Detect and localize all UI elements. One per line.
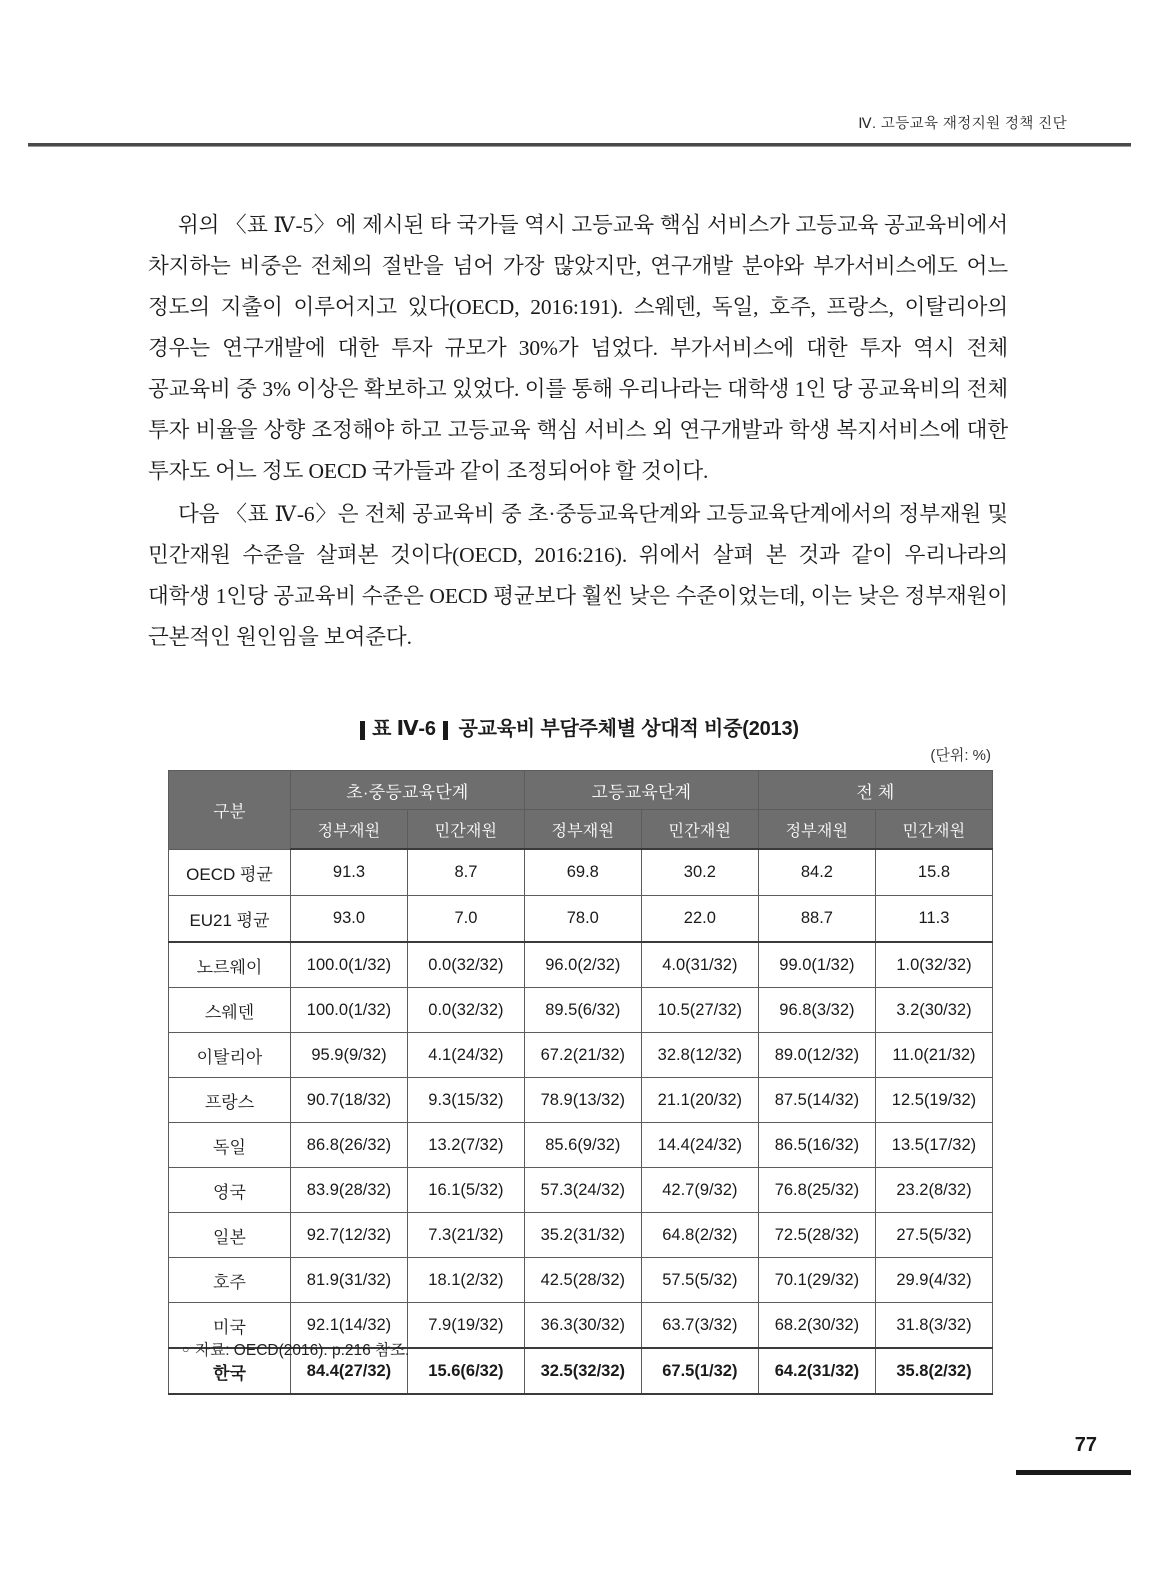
cell-value: 36.3(30/32)	[524, 1303, 641, 1349]
cell-value: 0.0(32/32)	[408, 988, 525, 1033]
cell-value: 57.3(24/32)	[524, 1168, 641, 1213]
cell-value: 91.3	[290, 849, 407, 896]
table-row	[169, 1123, 993, 1168]
page-number: 77	[1074, 1434, 1097, 1456]
cell-value: 14.4(24/32)	[641, 1123, 758, 1168]
cell-value: 64.8(2/32)	[641, 1213, 758, 1258]
row-label: 호주	[169, 1258, 291, 1303]
table-row	[169, 1213, 993, 1258]
table-title: 공교육비 부담주체별 상대적 비중(2013)	[458, 718, 799, 740]
cell-value: 96.8(3/32)	[758, 988, 875, 1033]
table-body	[169, 849, 993, 1394]
cell-value: 67.5(1/32)	[641, 1348, 758, 1394]
paragraph-2: 다음 〈표 Ⅳ-6〉은 전체 공교육비 중 초·중등교육단계와 고등교육단계에서의 정부재원 및 민간재원 수준을 살펴본 것이다(OECD, 2016:216). 위에서 살펴 본 것과 같이 우리나라의 대학생 1인당 공교육비 수준은 OECD 평균보다 훨씬 낮은 수준이었는데, 이는 낮은 정부재원이 근본적인 원인임을 보여준다.	[148, 502, 1008, 649]
row-label: EU21 평균	[169, 896, 291, 943]
cell-value: 23.2(8/32)	[875, 1168, 992, 1213]
header-sub-public-2: 정부재원	[524, 810, 641, 850]
cell-value: 8.7	[408, 849, 525, 896]
table-row	[169, 1033, 993, 1078]
cell-value: 96.0(2/32)	[524, 942, 641, 988]
cell-value: 32.8(12/32)	[641, 1033, 758, 1078]
cell-value: 3.2(30/32)	[875, 988, 992, 1033]
header-sub-private-2: 민간재원	[641, 810, 758, 850]
cell-value: 83.9(28/32)	[290, 1168, 407, 1213]
cell-value: 7.3(21/32)	[408, 1213, 525, 1258]
cell-value: 87.5(14/32)	[758, 1078, 875, 1123]
cell-value: 67.2(21/32)	[524, 1033, 641, 1078]
cell-value: 100.0(1/32)	[290, 988, 407, 1033]
table-row	[169, 1078, 993, 1123]
cell-value: 11.3	[875, 896, 992, 943]
source-marker-icon: ○	[182, 1342, 190, 1356]
cell-value: 12.5(19/32)	[875, 1078, 992, 1123]
row-label: 프랑스	[169, 1078, 291, 1123]
cell-value: 100.0(1/32)	[290, 942, 407, 988]
cell-value: 57.5(5/32)	[641, 1258, 758, 1303]
cell-value: 86.5(16/32)	[758, 1123, 875, 1168]
row-label: 스웨덴	[169, 988, 291, 1033]
row-label: OECD 평균	[169, 849, 291, 896]
cell-value: 93.0	[290, 896, 407, 943]
cell-value: 69.8	[524, 849, 641, 896]
row-label: 노르웨이	[169, 942, 291, 988]
cell-value: 32.5(32/32)	[524, 1348, 641, 1394]
row-label: 독일	[169, 1123, 291, 1168]
cell-value: 92.7(12/32)	[290, 1213, 407, 1258]
cell-value: 13.2(7/32)	[408, 1123, 525, 1168]
table-row	[169, 1258, 993, 1303]
cell-value: 21.1(20/32)	[641, 1078, 758, 1123]
table-source-note	[182, 1338, 409, 1360]
cell-value: 13.5(17/32)	[875, 1123, 992, 1168]
table-wrapper	[168, 770, 993, 1395]
cell-value: 89.5(6/32)	[524, 988, 641, 1033]
cell-value: 35.2(31/32)	[524, 1213, 641, 1258]
header-rule-thin	[28, 146, 1131, 147]
cell-value: 4.0(31/32)	[641, 942, 758, 988]
header-sub-public-1: 정부재원	[290, 810, 407, 850]
cell-value: 7.0	[408, 896, 525, 943]
header-row-label: 구분	[169, 771, 291, 850]
cell-value: 78.0	[524, 896, 641, 943]
cell-value: 72.5(28/32)	[758, 1213, 875, 1258]
cell-value: 15.6(6/32)	[408, 1348, 525, 1394]
cell-value: 11.0(21/32)	[875, 1033, 992, 1078]
cell-value: 64.2(31/32)	[758, 1348, 875, 1394]
cell-value: 85.6(9/32)	[524, 1123, 641, 1168]
header-group-total: 전 체	[758, 771, 992, 810]
cell-value: 7.9(19/32)	[408, 1303, 525, 1349]
cell-value: 88.7	[758, 896, 875, 943]
table-row	[169, 942, 993, 988]
table-number: 표 Ⅳ-6	[372, 718, 436, 740]
cell-value: 84.2	[758, 849, 875, 896]
footer-rule	[1016, 1470, 1131, 1475]
cell-value: 0.0(32/32)	[408, 942, 525, 988]
caption-bar-icon	[360, 721, 365, 740]
table-row	[169, 849, 993, 896]
header-sub-private-1: 민간재원	[408, 810, 525, 850]
cell-value: 22.0	[641, 896, 758, 943]
header-group-primary-secondary: 초·중등교육단계	[290, 771, 524, 810]
cell-value: 35.8(2/32)	[875, 1348, 992, 1394]
table-caption	[0, 712, 1159, 741]
row-label: 일본	[169, 1213, 291, 1258]
cell-value: 78.9(13/32)	[524, 1078, 641, 1123]
cell-value: 90.7(18/32)	[290, 1078, 407, 1123]
cell-value: 76.8(25/32)	[758, 1168, 875, 1213]
cell-value: 86.8(26/32)	[290, 1123, 407, 1168]
header-group-tertiary: 고등교육단계	[524, 771, 758, 810]
row-label: 미국	[169, 1303, 291, 1349]
row-label: 영국	[169, 1168, 291, 1213]
cell-value: 16.1(5/32)	[408, 1168, 525, 1213]
cell-value: 95.9(9/32)	[290, 1033, 407, 1078]
cell-value: 31.8(3/32)	[875, 1303, 992, 1349]
public-education-expenditure-table	[168, 770, 993, 1395]
cell-value: 42.7(9/32)	[641, 1168, 758, 1213]
cell-value: 89.0(12/32)	[758, 1033, 875, 1078]
cell-value: 99.0(1/32)	[758, 942, 875, 988]
cell-value: 9.3(15/32)	[408, 1078, 525, 1123]
table-row	[169, 1168, 993, 1213]
cell-value: 4.1(24/32)	[408, 1033, 525, 1078]
header-sub-private-3: 민간재원	[875, 810, 992, 850]
cell-value: 92.1(14/32)	[290, 1303, 407, 1349]
table-row	[169, 896, 993, 943]
cell-value: 15.8	[875, 849, 992, 896]
table-head	[169, 771, 993, 850]
table-header-row-groups	[169, 771, 993, 810]
row-label: 한국	[169, 1348, 291, 1394]
table-header-row-subs	[169, 810, 993, 850]
cell-value: 30.2	[641, 849, 758, 896]
cell-value: 18.1(2/32)	[408, 1258, 525, 1303]
cell-value: 81.9(31/32)	[290, 1258, 407, 1303]
cell-value: 42.5(28/32)	[524, 1258, 641, 1303]
source-text: 자료: OECD(2016). p.216 참조.	[195, 1342, 410, 1359]
running-head: Ⅳ. 고등교육 재정지원 정책 진단	[858, 116, 1067, 132]
caption-bar-icon-right	[443, 721, 448, 740]
table-unit-note: (단위: %)	[930, 747, 991, 764]
body-text-column	[148, 205, 1008, 658]
paragraph-1: 위의 〈표 Ⅳ-5〉에 제시된 타 국가들 역시 고등교육 핵심 서비스가 고등교육 공교육비에서 차지하는 비중은 전체의 절반을 넘어 가장 많았지만, 연구개발 분야와 부가서비스에도 어느 정도의 지출이 이루어지고 있다(OECD, 2016:191). 스웨덴, 독일, 호주, 프랑스, 이탈리아의 경우는 연구개발에 대한 투자 규모가 30%가 넘었다. 부가서비스에 대한 투자 역시 전체 공교육비 중 3% 이상은 확보하고 있었다. 이를 통해 우리나라는 대학생 1인 당 공교육비의 전체 투자 비율을 상향 조정해야 하고 고등교육 핵심 서비스 외 연구개발과 학생 복지서비스에 대한 투자도 어느 정도 OECD 국가들과 같이 조정되어야 할 것이다.	[148, 213, 1008, 483]
cell-value: 1.0(32/32)	[875, 942, 992, 988]
row-label: 이탈리아	[169, 1033, 291, 1078]
cell-value: 68.2(30/32)	[758, 1303, 875, 1349]
cell-value: 70.1(29/32)	[758, 1258, 875, 1303]
cell-value: 63.7(3/32)	[641, 1303, 758, 1349]
header-sub-public-3: 정부재원	[758, 810, 875, 850]
cell-value: 29.9(4/32)	[875, 1258, 992, 1303]
cell-value: 27.5(5/32)	[875, 1213, 992, 1258]
cell-value: 10.5(27/32)	[641, 988, 758, 1033]
table-row	[169, 988, 993, 1033]
cell-value: 84.4(27/32)	[290, 1348, 407, 1394]
